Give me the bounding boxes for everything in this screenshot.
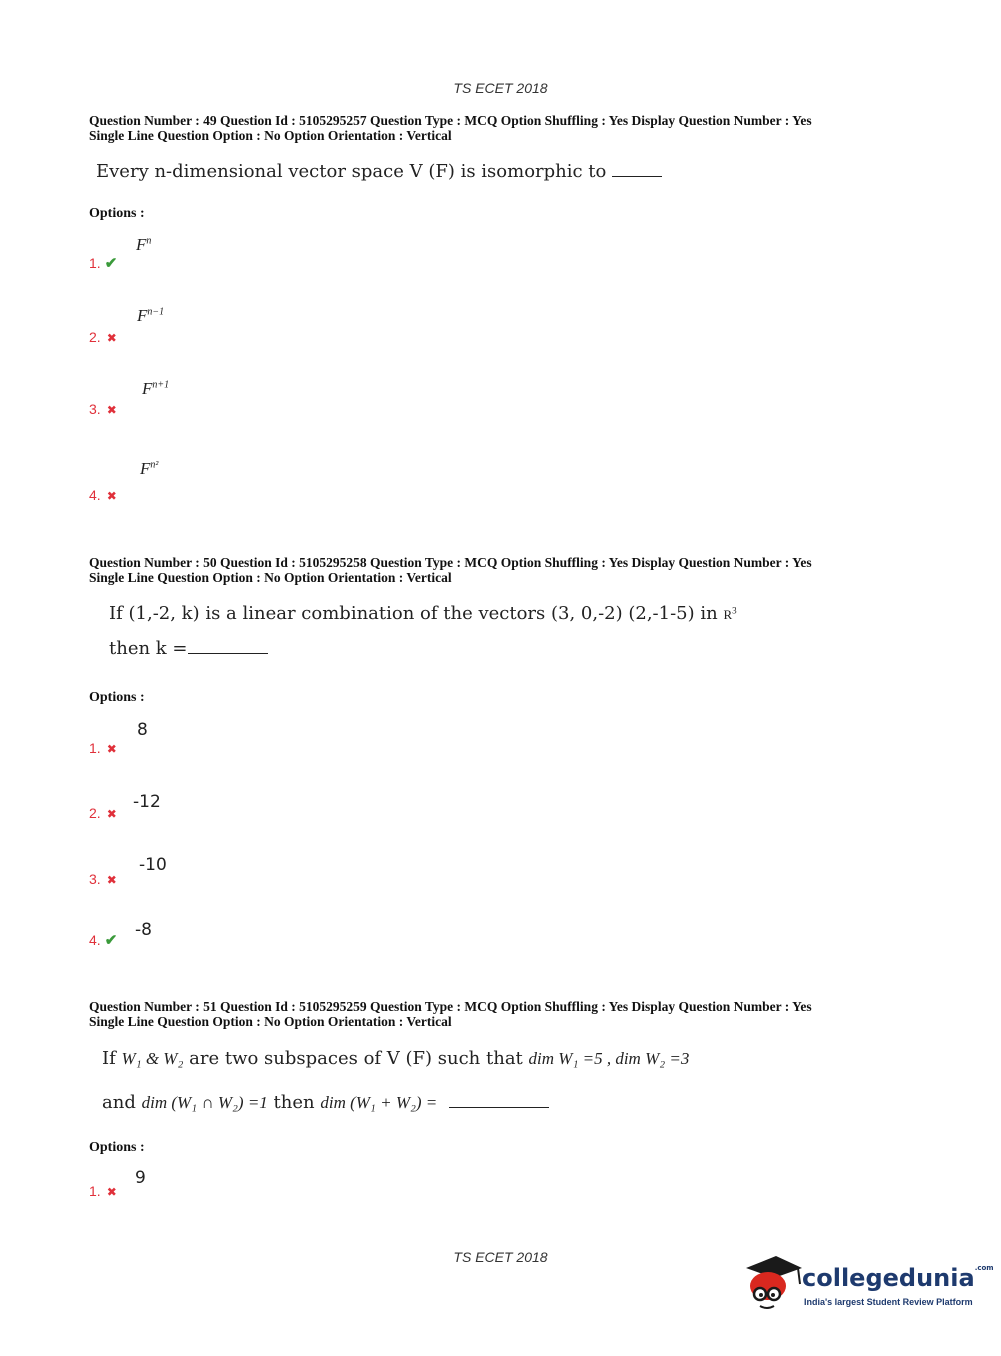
question-text-content: If (1,-2, k) is a linear combination of the vectors (3, 0,-2) (2,-1-5) in xyxy=(109,603,718,624)
option-number: 1. ✖ xyxy=(89,1183,117,1199)
question-text xyxy=(109,638,268,659)
question-meta-line: Question Number : 51 Question Id : 5105295259 Question Type : MCQ Option Shuffling : Yes Display Question Number : Yes xyxy=(89,999,812,1014)
option-number: 4. ✖ xyxy=(89,487,117,503)
question-meta-line: Single Line Question Option : No Option Orientation : Vertical xyxy=(89,1014,452,1029)
question-text: If W₁ & W₂ are two subspaces of V (F) such that dim W₁ =5 , dim W₂ =3 xyxy=(102,1048,690,1069)
question-text xyxy=(109,603,737,624)
question-text-content: Every n-dimensional vector space V (F) is isomorphic to xyxy=(96,161,607,182)
math-expression: dim (W₁ ∩ W₂) =1 xyxy=(141,1093,268,1112)
option-value: $F^n$ xyxy=(136,235,152,254)
option-number: 3. ✖ xyxy=(89,401,117,417)
math-expression: dim W₁ =5 , dim W₂ =3 xyxy=(528,1049,690,1068)
question-meta-line: Question Number : 50 Question Id : 5105295258 Question Type : MCQ Option Shuffling : Yes Display Question Number : Yes xyxy=(89,555,812,570)
question-meta-line: Single Line Question Option : No Option Orientation : Vertical xyxy=(89,570,452,585)
wrong-cross-icon: ✖ xyxy=(106,489,117,503)
mascot-icon xyxy=(742,1250,804,1316)
page-header: TS ECET 2018 xyxy=(453,80,548,96)
option-value: $F^{n+1}$ xyxy=(142,379,170,398)
collegedunia-logo xyxy=(742,1250,994,1320)
question-meta xyxy=(89,999,812,1029)
correct-check-icon: ✔ xyxy=(104,932,118,949)
option-number: 4. ✔ xyxy=(89,932,118,949)
wrong-cross-icon: ✖ xyxy=(106,742,117,756)
logo-name: collegedunia$^{.com}$ xyxy=(802,1264,994,1292)
option-value: 8 xyxy=(137,720,148,740)
options-label: Options : xyxy=(89,1140,145,1155)
option-number: 1. ✖ xyxy=(89,740,117,756)
option-value: 9 xyxy=(135,1168,146,1188)
options-label: Options : xyxy=(89,206,145,221)
math-expression: dim (W₁ + W₂) = xyxy=(320,1093,438,1112)
wrong-cross-icon: ✖ xyxy=(106,403,117,417)
question-meta xyxy=(89,555,812,585)
question-meta-line: Question Number : 49 Question Id : 5105295257 Question Type : MCQ Option Shuffling : Yes Display Question Number : Yes xyxy=(89,113,812,128)
option-value: $F^{n-1}$ xyxy=(137,306,165,325)
option-value: -10 xyxy=(139,855,167,875)
wrong-cross-icon: ✖ xyxy=(106,807,117,821)
wrong-cross-icon: ✖ xyxy=(106,873,117,887)
wrong-cross-icon: ✖ xyxy=(106,1185,117,1199)
question-text xyxy=(96,161,662,182)
option-value: $F^{n^2}$ xyxy=(140,459,159,478)
answer-blank xyxy=(449,1107,549,1108)
logo-tagline: India's largest Student Review Platform xyxy=(804,1297,973,1307)
option-number: 2. ✖ xyxy=(89,805,117,821)
question-meta-line: Single Line Question Option : No Option Orientation : Vertical xyxy=(89,128,452,143)
correct-check-icon: ✔ xyxy=(104,255,118,272)
option-number: 3. ✖ xyxy=(89,871,117,887)
option-value: -8 xyxy=(135,920,152,940)
question-text: and dim (W₁ ∩ W₂) =1 then dim (W₁ + W₂) = xyxy=(102,1092,549,1113)
answer-blank xyxy=(188,653,268,654)
page-footer: TS ECET 2018 xyxy=(453,1249,548,1265)
question-meta xyxy=(89,113,812,143)
options-label: Options : xyxy=(89,690,145,705)
question-text-content: then k = xyxy=(109,638,188,659)
math-expression: W₁ & W₂ xyxy=(121,1049,184,1068)
vector-space-symbol: $R^3$ xyxy=(723,605,737,622)
answer-blank xyxy=(612,176,662,177)
option-number: 1. ✔ xyxy=(89,255,118,272)
option-value: -12 xyxy=(133,792,161,812)
wrong-cross-icon: ✖ xyxy=(106,331,117,345)
option-number: 2. ✖ xyxy=(89,329,117,345)
